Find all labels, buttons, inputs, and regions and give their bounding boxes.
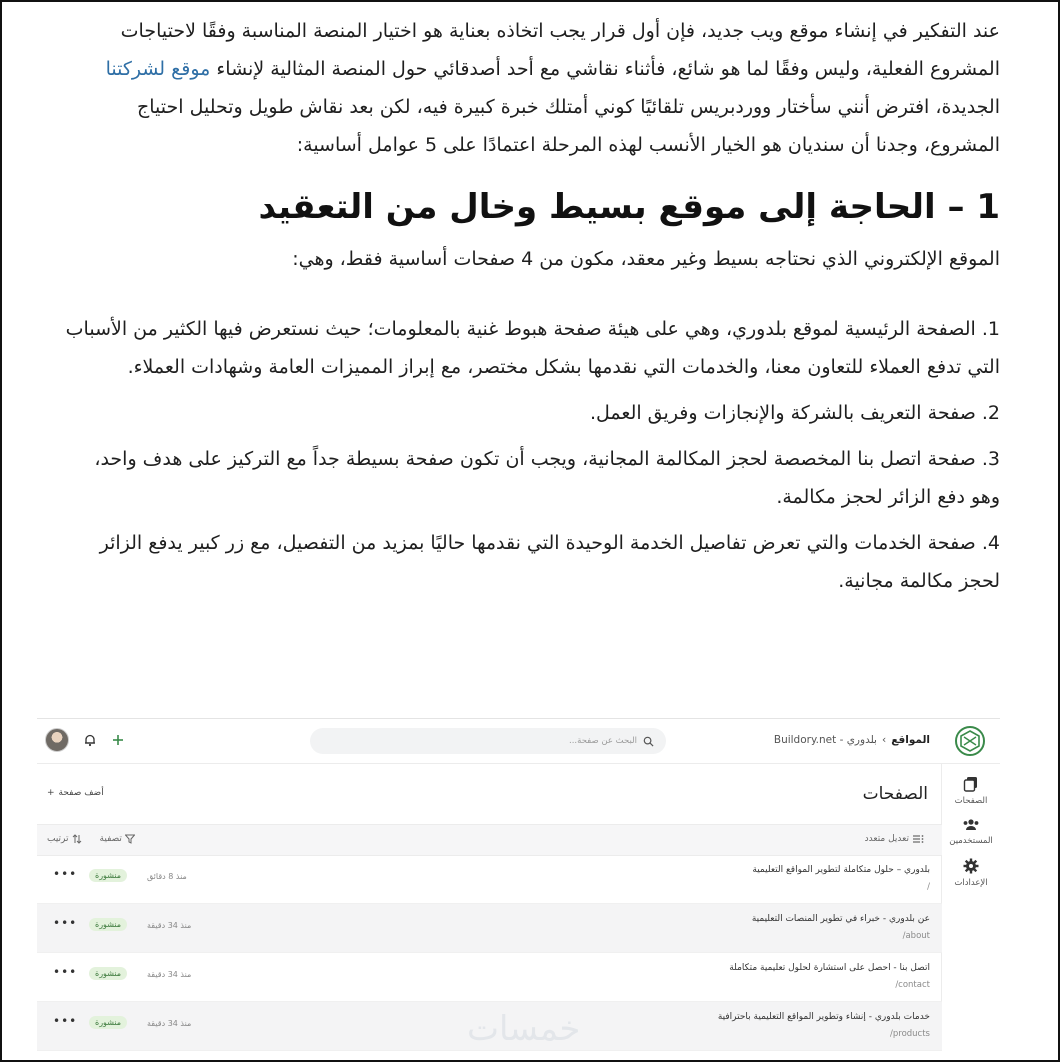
add-page-button[interactable]: [47, 788, 104, 798]
filter-icon: [125, 834, 135, 844]
paragraph-text-a: عند التفكير في إنشاء موقع ويب جديد، فإن أول قرار يجب اتخاذه بعناية هو اختيار المنصة المناسبة وفقًا لاحتياجات المشروع الفعلية، وليس وفقًا لما هو شائع، فأثناء نقاشي مع أحد أصدقائي حول المنصة المثالية لإنشاء: [120, 20, 1000, 80]
section-heading: 1 – الحاجة إلى موقع بسيط وخال من التعقيد: [258, 187, 1000, 227]
sort-button[interactable]: [47, 834, 82, 844]
company-site-link[interactable]: موقع لشركتنا: [105, 58, 211, 80]
more-icon[interactable]: •••: [53, 965, 78, 979]
row-path: /products: [890, 1029, 930, 1039]
search-icon: [643, 736, 654, 747]
row-title[interactable]: اتصل بنا - احصل على استشارة لحلول تعليمية متكاملة: [729, 963, 930, 973]
sidebar-label-settings: الإعدادات: [954, 878, 988, 888]
row-time: منذ 34 دقيقة: [147, 970, 192, 979]
users-icon: [962, 818, 980, 832]
cms-main: [37, 764, 942, 1051]
status-badge: منشورة: [89, 869, 127, 882]
cms-screenshot: [37, 718, 1000, 1051]
breadcrumb-separator: ›: [881, 734, 887, 746]
sidebar-item-users[interactable]: [942, 818, 1000, 846]
row-time: منذ 34 دقيقة: [147, 921, 192, 930]
more-icon[interactable]: •••: [53, 867, 78, 881]
add-page-label: أضف صفحة: [58, 788, 104, 798]
sidebar-item-settings[interactable]: [942, 858, 1000, 888]
filter-button[interactable]: [100, 834, 135, 844]
sidebar-item-pages[interactable]: [942, 776, 1000, 806]
row-path: /about: [902, 931, 930, 941]
table-row[interactable]: [37, 904, 942, 953]
sort-label: ترتيب: [47, 834, 69, 844]
breadcrumb: [774, 734, 930, 746]
row-title[interactable]: خدمات بلدوري - إنشاء وتطوير المواقع التعليمية باحترافية: [717, 1012, 930, 1022]
bulk-edit-label: تعديل متعدد: [864, 834, 909, 844]
search-input[interactable]: [310, 728, 666, 754]
status-badge: منشورة: [89, 918, 127, 931]
article-paragraph: [64, 12, 1000, 164]
breadcrumb-root[interactable]: المواقع: [891, 734, 930, 746]
table-row[interactable]: [37, 855, 942, 904]
sidebar-label-pages: الصفحات: [954, 796, 988, 806]
pages-icon: [963, 776, 979, 792]
status-badge: منشورة: [89, 1016, 127, 1029]
sort-icon: [72, 834, 82, 844]
breadcrumb-site[interactable]: بلدوري - Buildory.net: [773, 734, 877, 746]
status-badge: منشورة: [89, 967, 127, 980]
cms-sidebar: [941, 764, 1000, 1051]
more-icon[interactable]: •••: [53, 1014, 78, 1028]
list-item-homepage: 1. الصفحة الرئيسية لموقع بلدوري، وهي على هيئة صفحة هبوط غنية بالمعلومات؛ حيث نستعرض فيها الكثير من الأسباب التي تدفع العملاء للتعاون معنا، والخدمات التي نقدمها بشكل مختصر، مع إبراز المميزات العامة وشهادات العملاء.: [65, 318, 1000, 378]
article: [64, 12, 1000, 608]
pages-toolbar: [37, 824, 942, 856]
filter-label: تصفية: [99, 834, 122, 844]
paragraph-text-b: الجديدة، افترض أنني سأختار ووردبريس تلقائيًا كوني أمتلك خبرة كبيرة فيه، لكن بعد نقاش طويل وتحليل احتياج المشروع، وجدنا أن سنديان هو الخيار الأنسب لهذه المرحلة اعتمادًا على 5 عوامل أساسية:: [136, 96, 1000, 156]
row-time: منذ 8 دقائق: [147, 872, 187, 881]
row-title[interactable]: بلدوري – حلول متكاملة لتطوير المواقع التعليمية: [752, 865, 930, 875]
row-path: /: [927, 882, 930, 892]
plus-small-icon: +: [47, 788, 55, 798]
row-time: منذ 34 دقيقة: [147, 1019, 192, 1028]
logo-icon: [954, 725, 986, 757]
search-placeholder: البحث عن صفحة...: [569, 736, 637, 746]
section-intro: الموقع الإلكتروني الذي نحتاجه بسيط وغير معقد، مكون من 4 صفحات أساسية فقط، وهي:: [292, 248, 1000, 270]
more-icon[interactable]: •••: [53, 916, 78, 930]
list-item-about: 2. صفحة التعريف بالشركة والإنجازات وفريق العمل.: [590, 402, 1000, 424]
bulk-edit-button[interactable]: [865, 834, 924, 844]
cms-topbar: [37, 719, 1000, 764]
bell-icon[interactable]: [83, 733, 97, 747]
watermark: خمسات: [467, 1009, 581, 1049]
gear-icon: [963, 858, 979, 874]
row-title[interactable]: عن بلدوري - خبراء في تطوير المنصات التعليمية: [751, 914, 930, 924]
table-row[interactable]: [37, 953, 942, 1002]
avatar[interactable]: [45, 728, 69, 752]
list-item-services: 4. صفحة الخدمات والتي تعرض تفاصيل الخدمة الوحيدة التي نقدمها حاليًا بمزيد من التفصيل، مع زر كبير يدفع الزائر لحجز مكالمة مجانية.: [99, 532, 1000, 592]
sidebar-label-users: المستخدمين: [949, 836, 993, 846]
plus-icon[interactable]: [111, 733, 125, 747]
row-path: /contact: [895, 980, 930, 990]
top-actions: [45, 728, 125, 752]
list-item-contact: 3. صفحة اتصل بنا المخصصة لحجز المكالمة المجانية، ويجب أن تكون صفحة بسيطة جداً مع التركيز على هدف واحد، وهو دفع الزائر لحجز مكالمة.: [94, 448, 1000, 508]
checklist-icon: [913, 834, 924, 844]
filter-sort-group: [47, 834, 135, 844]
page-title: الصفحات: [862, 784, 928, 804]
